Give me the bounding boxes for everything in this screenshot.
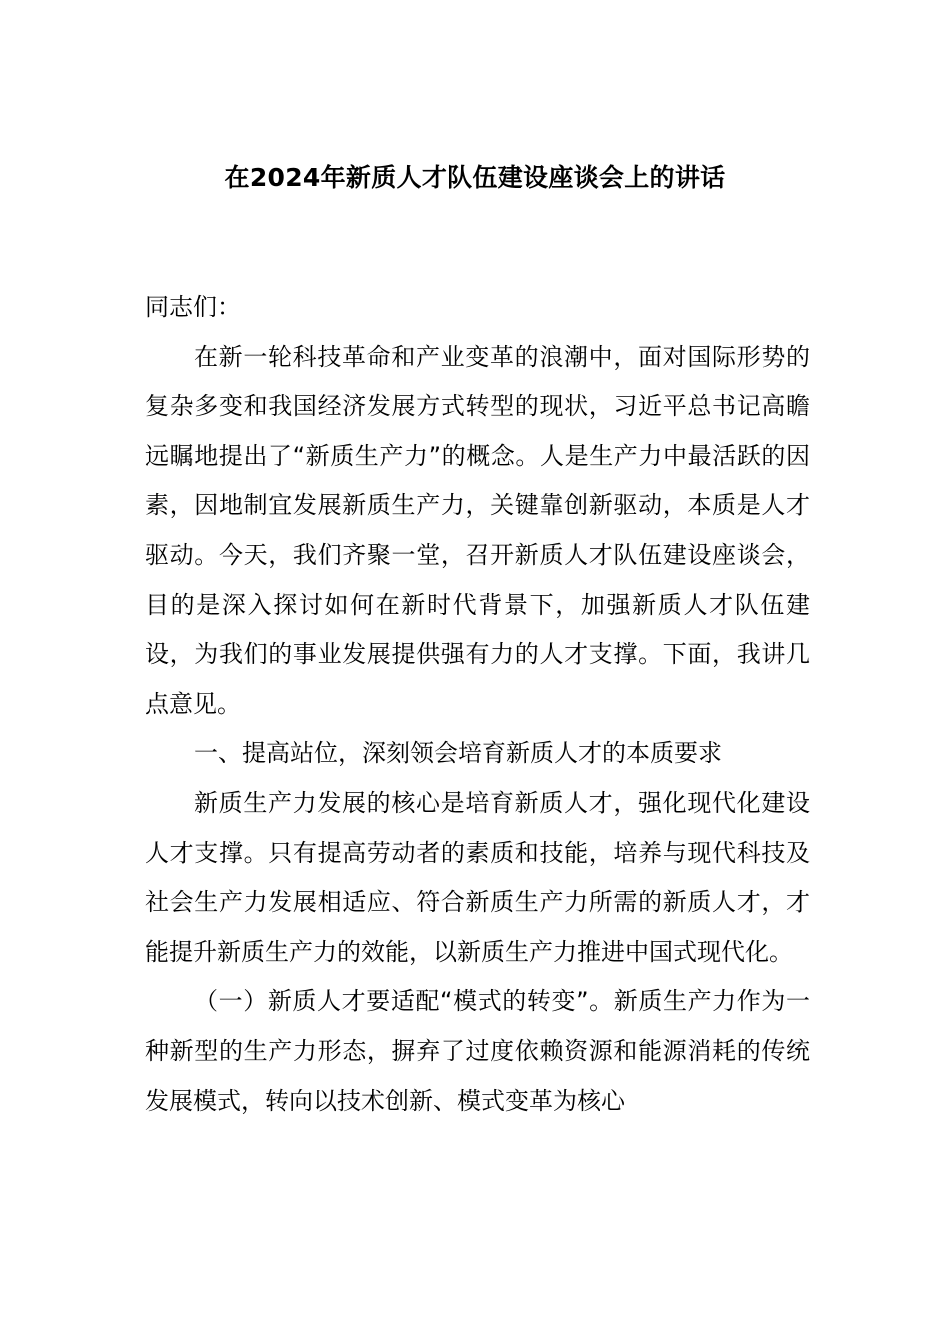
section-heading-1: 一、提高站位，深刻领会培育新质人才的本质要求 xyxy=(194,739,722,768)
document-title: 在2024年新质人才队伍建设座谈会上的讲话 xyxy=(224,163,726,192)
paragraph-section-1: 新质生产力发展的核心是培育新质人才，强化现代化建设人才支撑。只有提高劳动者的素质和技能，培养与现代科技及社会生产力发展相适应、符合新质生产力所需的新质人才，才能提升新质生产力的效能，以新质生产力推进中国式现代化。 xyxy=(145,788,810,966)
paragraph-subsection-1: （一）新质人才要适配“模式的转变”。新质生产力作为一种新型的生产力形态，摒弃了过度依赖资源和能源消耗的传统发展模式，转向以技术创新、模式变革为核心 xyxy=(145,987,810,1115)
paragraph-intro: 在新一轮科技革命和产业变革的浪潮中，面对国际形势的复杂多变和我国经济发展方式转型的现状，习近平总书记高瞻远瞩地提出了“新质生产力”的概念。人是生产力中最活跃的因素，因地制宜发展新质生产力，关键靠创新驱动，本质是人才驱动。今天，我们齐聚一堂，召开新质人才队伍建设座谈会，目的是深入探讨如何在新时代背景下，加强新质人才队伍建设，为我们的事业发展提供强有力的人才支撑。下面，我讲几点意见。 xyxy=(145,342,810,718)
document-body xyxy=(145,283,810,1126)
salutation: 同志们： xyxy=(145,293,241,321)
